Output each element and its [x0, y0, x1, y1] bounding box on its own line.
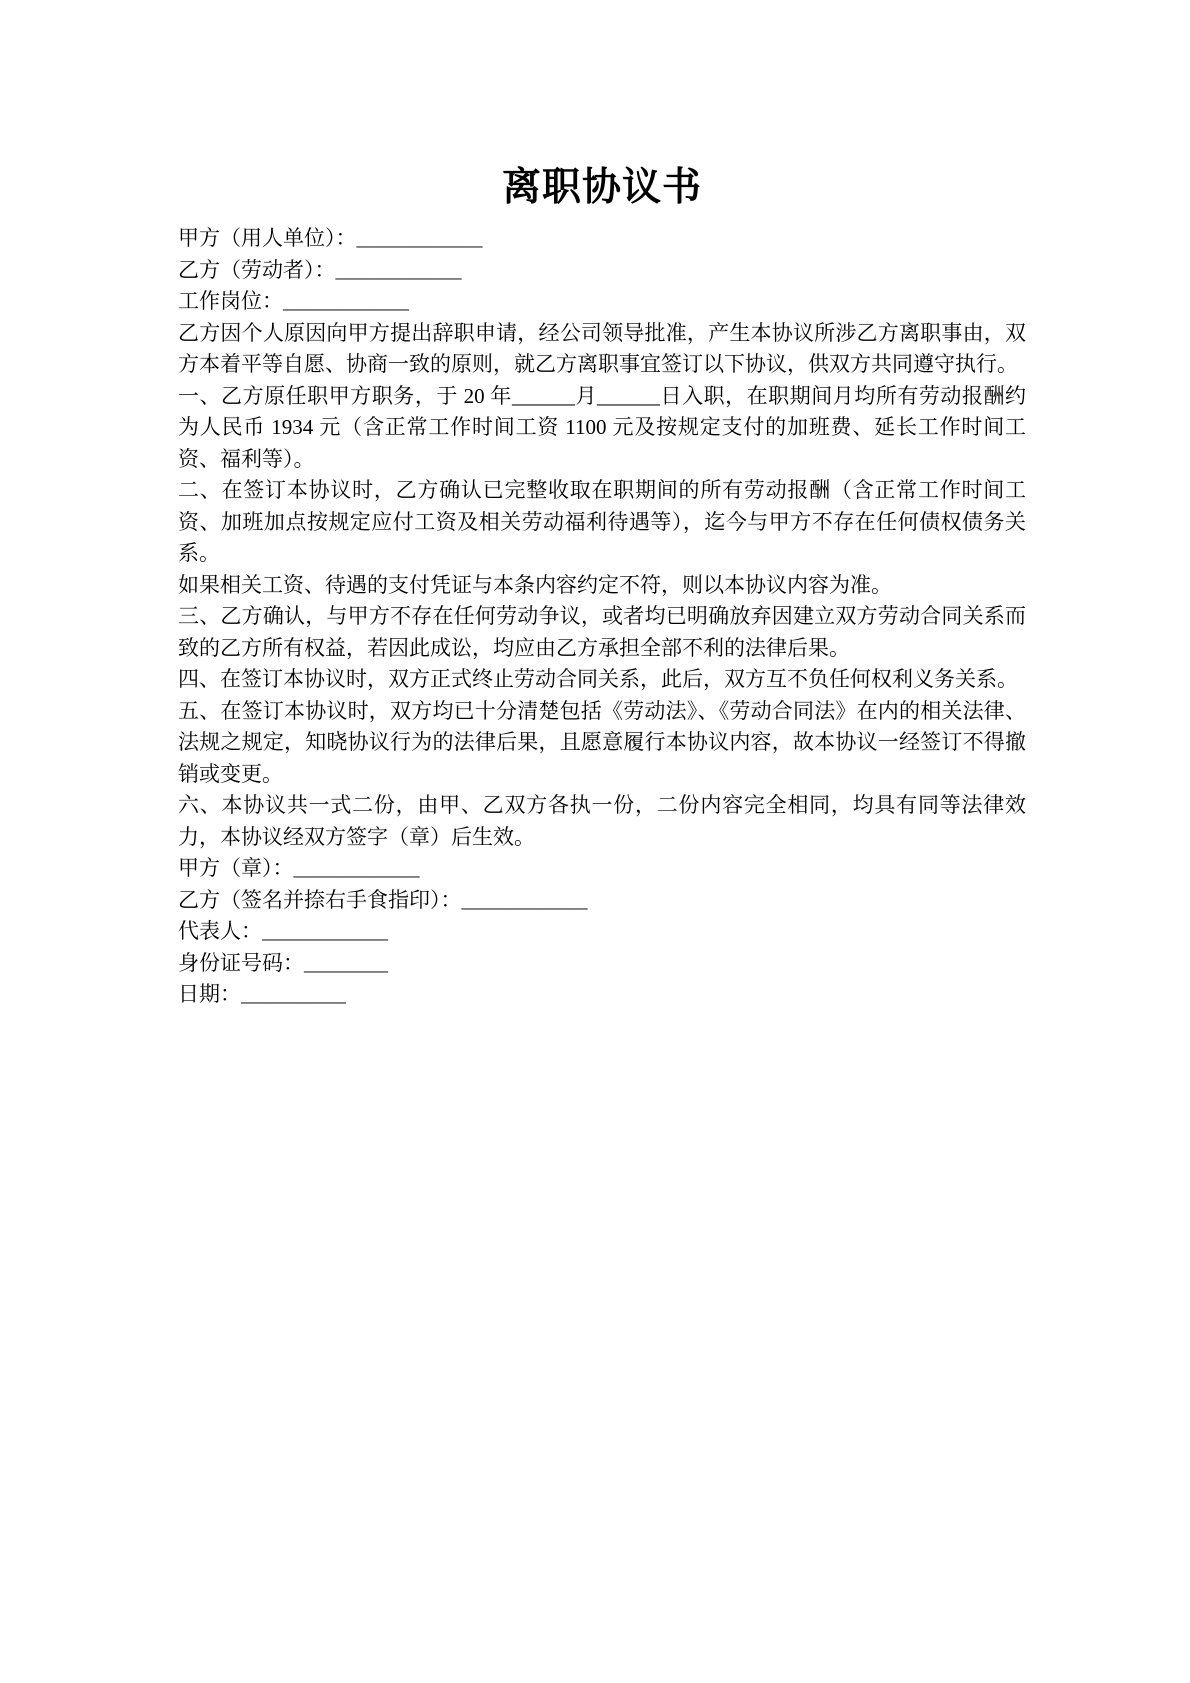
party-b-signature-blank: ____________: [461, 887, 588, 912]
job-position-field: [178, 286, 1026, 318]
party-a-field: [178, 223, 1026, 255]
clause-2-paragraph: 二、在签订本协议时，乙方确认已完整收取在职期间的所有劳动报酬（含正常工作时间工资、加班加点按规定应付工资及相关劳动福利待遇等），迄今与甲方不存在任何债权债务关系。: [178, 478, 1026, 565]
party-b-label: 乙方（劳动者）：: [178, 257, 336, 282]
clause-5-paragraph: 五、在签订本协议时，双方均已十分清楚包括《劳动法》、《劳动合同法》在内的相关法律、法规之规定，知晓协议行为的法律后果，且愿意履行本协议内容，故本协议一经签订不得撤销或变更。: [178, 698, 1026, 786]
id-number-blank: ________: [304, 950, 388, 975]
party-a-blank: ____________: [356, 226, 483, 250]
clause-2-note-paragraph: 如果相关工资、待遇的支付凭证与本条内容约定不符，则以本协议内容为准。: [178, 572, 892, 597]
id-number-field: [178, 948, 1026, 980]
party-a-seal-field: [178, 853, 1026, 885]
clause-1-paragraph: 一、乙方原任职甲方职务，于 20 年______月______日入职，在职期间月均所有劳动报酬约为人民币 1934 元（含正常工作时间工资 1100 元及按规定支付的加班费、延长工作时间工资、福利等）。: [178, 383, 1026, 471]
party-b-signature-label: 乙方（签名并捺右手食指印）：: [178, 887, 462, 912]
party-b-field: [178, 255, 1026, 287]
party-b-signature-field: [178, 885, 1026, 917]
party-a-label: 甲方（用人单位）：: [178, 226, 357, 250]
date-field: [178, 979, 1026, 1011]
date-label: 日期：: [178, 982, 241, 1006]
clause-4-paragraph: 四、在签订本协议时，双方正式终止劳动合同关系，此后，双方互不负任何权利义务关系。: [178, 667, 1018, 691]
clause-6-paragraph: 六、本协议共一式二份，由甲、乙双方各执一份，二份内容完全相同，均具有同等法律效力，本协议经双方签字（章）后生效。: [178, 793, 1026, 849]
id-number-label: 身份证号码：: [178, 950, 304, 975]
representative-field: [178, 916, 1026, 948]
preamble-paragraph: 乙方因个人原因向甲方提出辞职申请，经公司领导批准，产生本协议所涉乙方离职事由，双方本着平等自愿、协商一致的原则，就乙方离职事宜签订以下协议，供双方共同遵守执行。: [178, 320, 1026, 376]
document-body: [178, 164, 1026, 1011]
party-a-seal-blank: ____________: [293, 856, 420, 880]
job-position-blank: ____________: [283, 289, 409, 313]
document-title: 离职协议书: [501, 166, 702, 209]
job-position-label: 工作岗位：: [178, 289, 283, 313]
party-b-blank: ____________: [335, 257, 462, 282]
date-blank: __________: [241, 982, 346, 1006]
representative-label: 代表人：: [178, 919, 262, 943]
representative-blank: ____________: [262, 919, 388, 943]
clause-3-paragraph: 三、乙方确认，与甲方不存在任何劳动争议，或者均已明确放弃因建立双方劳动合同关系而致的乙方所有权益，若因此成讼，均应由乙方承担全部不利的法律后果。: [178, 604, 1026, 660]
party-a-seal-label: 甲方（章）：: [178, 856, 294, 880]
